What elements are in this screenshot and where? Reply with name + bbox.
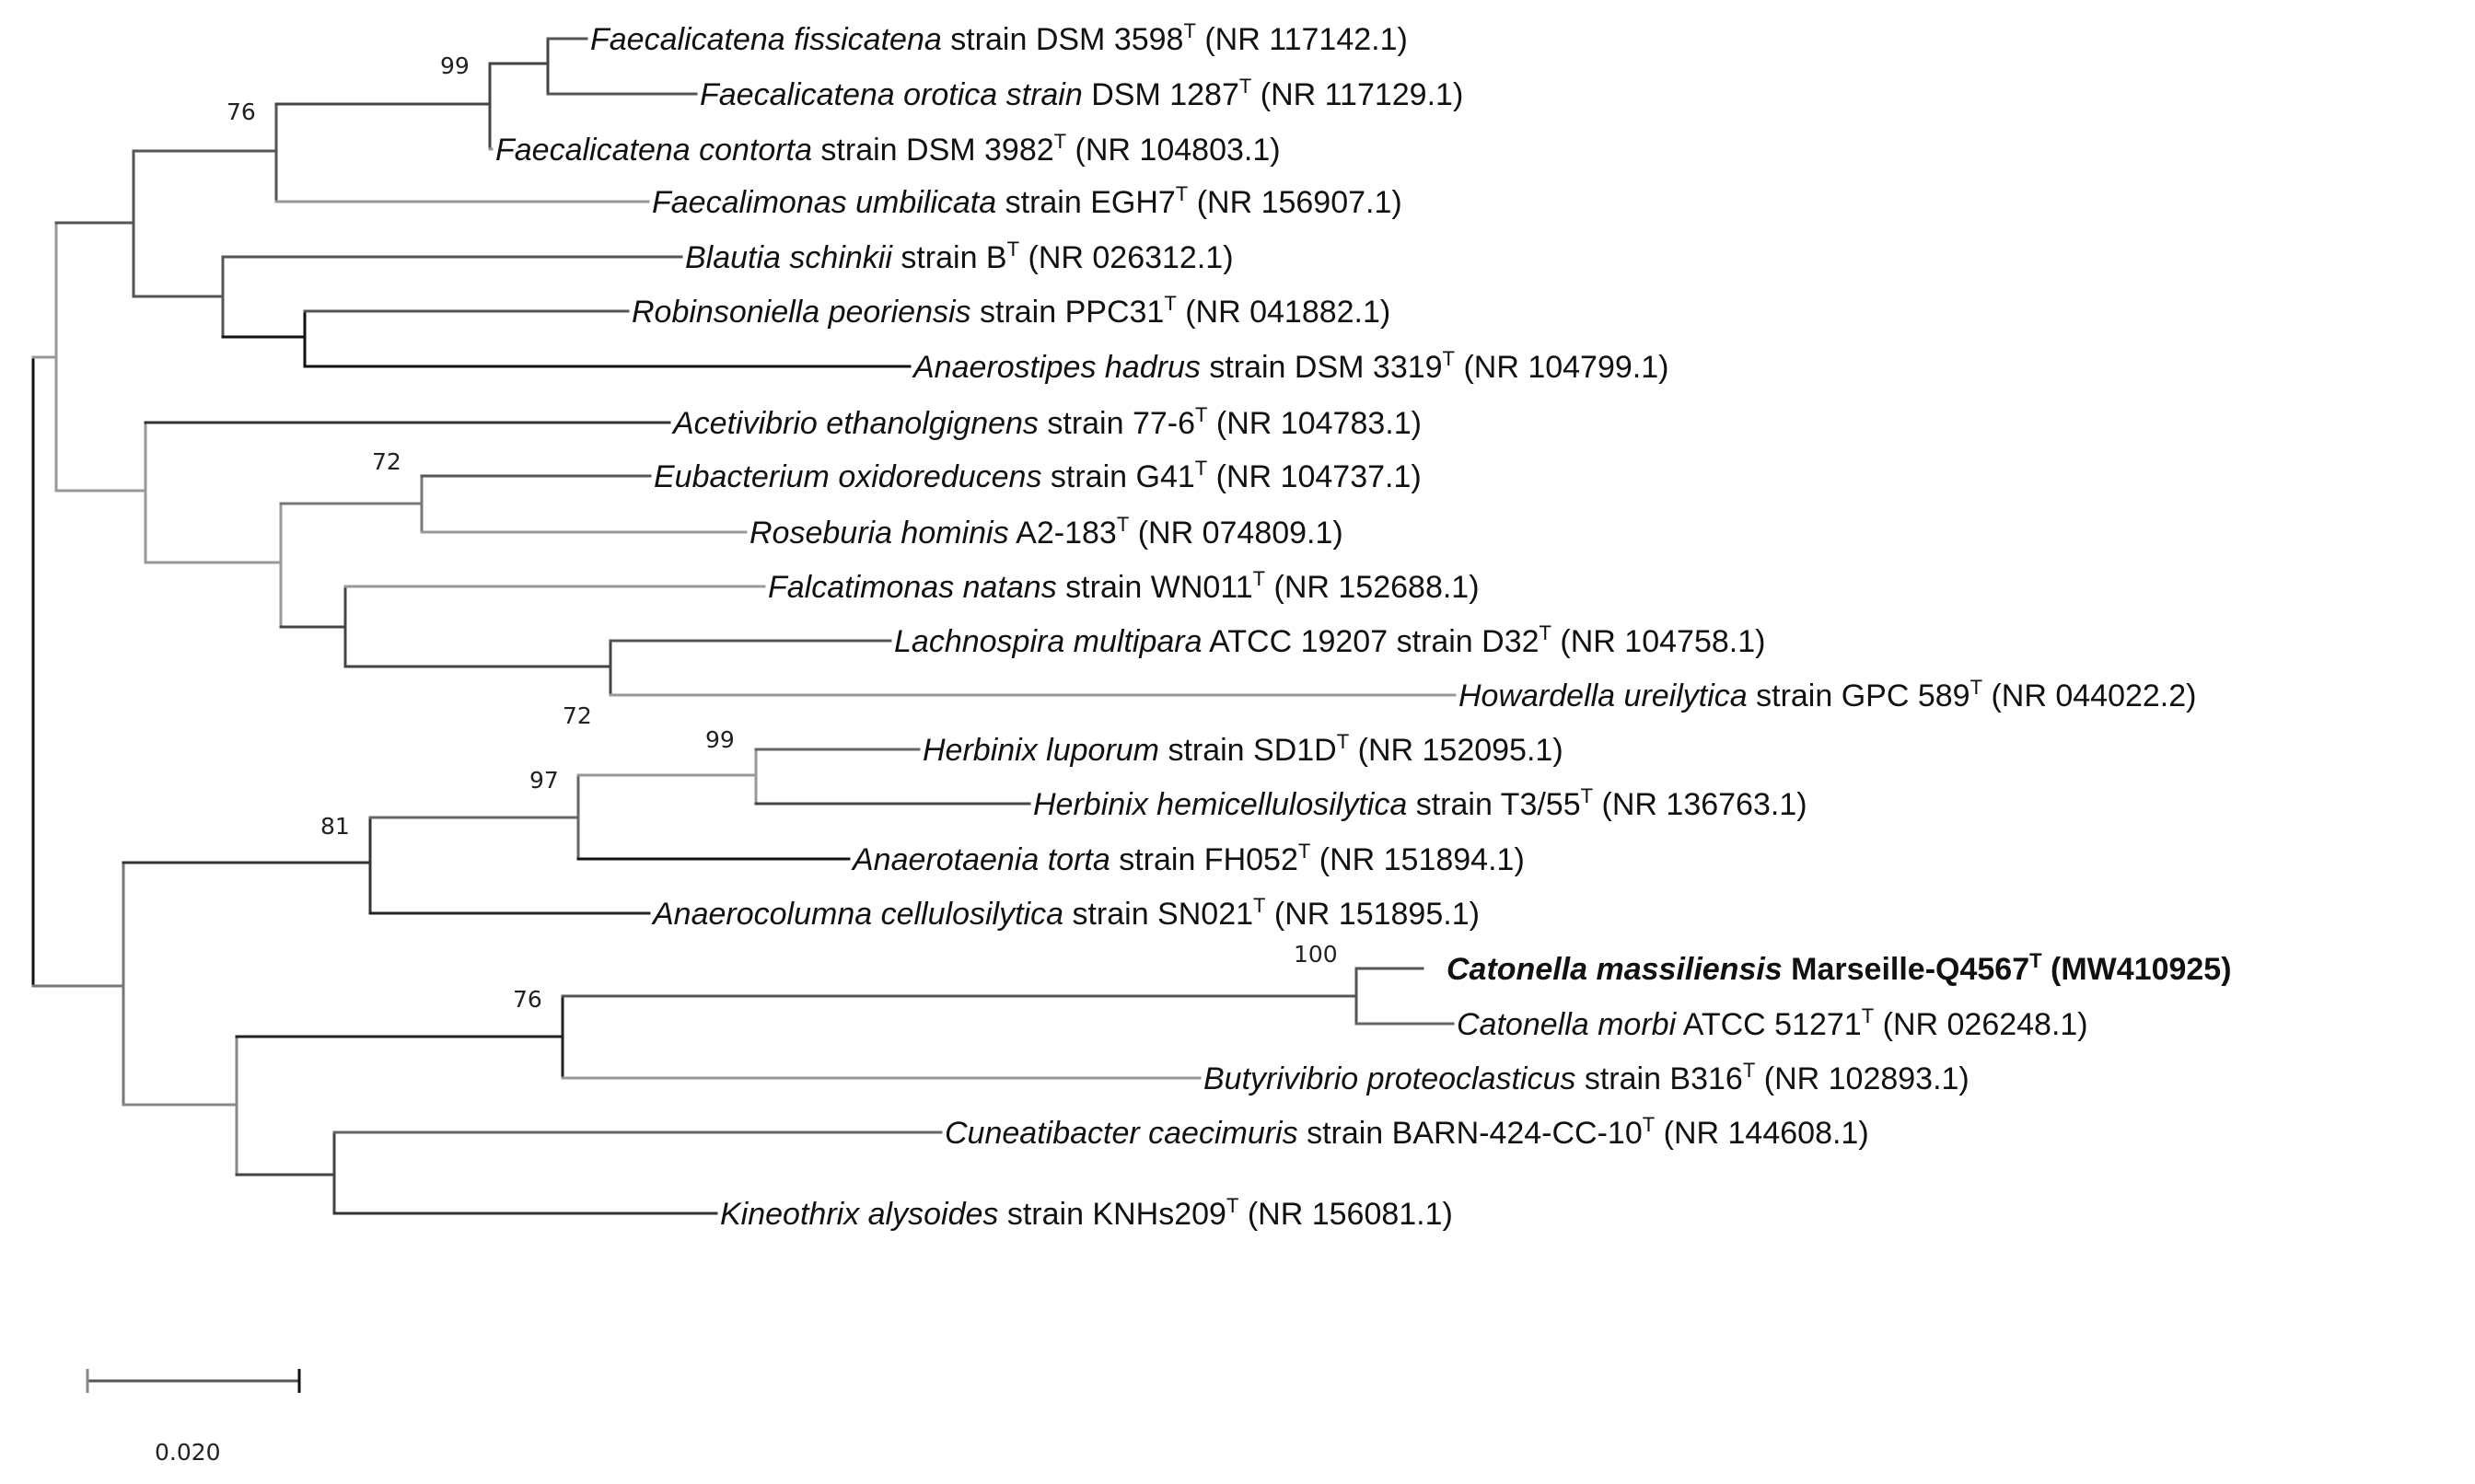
strain-name: strain T3/55 xyxy=(1407,787,1581,822)
species-name: Kineothrix alysoides xyxy=(720,1197,999,1232)
tip-label xyxy=(923,730,1563,768)
accession-number: (NR 117129.1) xyxy=(1251,77,1464,112)
type-strain-superscript: T xyxy=(1164,292,1177,315)
bootstrap-value: 76 xyxy=(513,986,542,1013)
type-strain-superscript: T xyxy=(1861,1004,1875,1027)
type-strain-superscript: T xyxy=(1195,403,1208,426)
accession-number: (NR 104737.1) xyxy=(1207,459,1422,494)
tip-label xyxy=(700,75,1463,112)
tip-label xyxy=(495,130,1281,168)
accession-number: (NR 151895.1) xyxy=(1265,897,1480,932)
bootstrap-value: 76 xyxy=(227,99,256,125)
strain-name: ATCC 19207 strain D32 xyxy=(1202,624,1540,659)
species-name: Catonella morbi xyxy=(1457,1007,1677,1042)
accession-number: (NR 152688.1) xyxy=(1265,570,1480,605)
strain-name: strain DSM 3319 xyxy=(1200,350,1443,385)
accession-number: (NR 156081.1) xyxy=(1238,1197,1453,1232)
tip-label xyxy=(945,1113,1869,1151)
species-name: Roseburia hominis xyxy=(749,516,1009,551)
strain-name: ATCC 51271 xyxy=(1676,1007,1862,1042)
type-strain-superscript: T xyxy=(1053,130,1067,153)
scale-bar-label: 0.020 xyxy=(155,1439,221,1466)
accession-number: (NR 074809.1) xyxy=(1129,516,1343,551)
strain-name: strain SN021 xyxy=(1063,897,1254,932)
accession-number: (NR 041882.1) xyxy=(1176,295,1391,330)
tip-label xyxy=(1447,949,2232,987)
strain-name: strain G41 xyxy=(1041,459,1195,494)
strain-name: strain FH052 xyxy=(1110,842,1298,877)
type-strain-superscript: T xyxy=(1442,347,1455,370)
species-name: Blautia schinkii xyxy=(685,240,892,275)
strain-name: strain KNHs209 xyxy=(998,1197,1226,1232)
type-strain-superscript: T xyxy=(1970,676,1983,699)
tip-label xyxy=(894,621,1765,659)
type-strain-superscript: T xyxy=(1539,621,1551,644)
type-strain-superscript: T xyxy=(1183,19,1196,42)
species-name: Anaerocolumna cellulosilytica xyxy=(653,897,1064,932)
strain-name: strain B xyxy=(891,240,1007,275)
species-name: Acetivibrio ethanolgignens xyxy=(673,406,1039,441)
strain-name: strain B316 xyxy=(1575,1061,1743,1096)
strain-name: strain DSM 3598 xyxy=(941,22,1184,57)
species-name: Anaerostipes hadrus xyxy=(913,350,1201,385)
tip-label xyxy=(632,292,1390,330)
species-name: Falcatimonas natans xyxy=(768,570,1057,605)
tip-label xyxy=(851,840,1525,877)
strain-name: strain 77-6 xyxy=(1038,406,1196,441)
strain-name: strain WN011 xyxy=(1056,570,1253,605)
species-name: Herbinix hemicellulosilytica xyxy=(1033,787,1408,822)
type-strain-superscript: T xyxy=(1580,784,1594,807)
accession-number: (NR 117142.1) xyxy=(1195,22,1408,57)
species-name: Lachnospira multipara xyxy=(894,624,1203,659)
species-name: Howardella ureilytica xyxy=(1458,678,1748,713)
accession-number: (NR 152095.1) xyxy=(1349,733,1563,768)
type-strain-superscript: T xyxy=(1116,513,1130,536)
type-strain-superscript: T xyxy=(1742,1059,1756,1082)
accession-number: (MW410925) xyxy=(2041,952,2232,987)
species-name: Faecalicatena fissicatena xyxy=(590,22,942,57)
accession-number: (NR 104799.1) xyxy=(1455,350,1669,385)
accession-number: (NR 156907.1) xyxy=(1188,185,1402,220)
accession-number: (NR 104803.1) xyxy=(1066,133,1281,168)
tip-label xyxy=(912,347,1668,385)
strain-name: DSM 1287 xyxy=(1082,77,1239,112)
type-strain-superscript: T xyxy=(1297,840,1311,863)
tip-label xyxy=(651,894,1480,932)
tip-label xyxy=(671,403,1422,441)
type-strain-superscript: T xyxy=(1226,1194,1239,1217)
species-name: Butyrivibrio proteoclasticus xyxy=(1203,1061,1576,1096)
strain-name: strain GPC 589 xyxy=(1747,678,1970,713)
bootstrap-value: 99 xyxy=(705,726,735,753)
accession-number: (NR 151894.1) xyxy=(1310,842,1525,877)
strain-name: strain PPC31 xyxy=(970,295,1165,330)
type-strain-superscript: T xyxy=(1238,75,1252,98)
type-strain-superscript: T xyxy=(1252,567,1266,590)
tip-label xyxy=(1458,676,2197,713)
accession-number: (NR 136763.1) xyxy=(1593,787,1807,822)
strain-name: strain BARN-424-CC-10 xyxy=(1297,1116,1643,1151)
strain-name: strain SD1D xyxy=(1159,733,1337,768)
bootstrap-value: 100 xyxy=(1294,941,1338,968)
bootstrap-value: 99 xyxy=(440,52,470,79)
bootstrap-value: 72 xyxy=(372,448,401,475)
tip-label xyxy=(749,513,1343,551)
tip-label xyxy=(1457,1004,2088,1042)
species-name: Faecalimonas umbilicata xyxy=(652,185,997,220)
species-name: Anaerotaenia torta xyxy=(853,842,1110,877)
accession-number: (NR 044022.2) xyxy=(1982,678,2197,713)
tip-label xyxy=(1033,784,1807,822)
accession-number: (NR 144608.1) xyxy=(1655,1116,1869,1151)
tip-label xyxy=(590,19,1408,57)
accession-number: (NR 104783.1) xyxy=(1207,406,1422,441)
type-strain-superscript: T xyxy=(1642,1113,1656,1136)
species-name: Cuneatibacter caecimuris xyxy=(945,1116,1298,1151)
type-strain-superscript: T xyxy=(1253,894,1266,917)
accession-number: (NR 026248.1) xyxy=(1874,1007,2088,1042)
tip-labels xyxy=(495,19,2232,1232)
tip-label xyxy=(1203,1059,1970,1096)
strain-name: strain DSM 3982 xyxy=(811,133,1054,168)
species-name: Herbinix luporum xyxy=(923,733,1159,768)
type-strain-superscript: T xyxy=(1194,457,1208,480)
accession-number: (NR 026312.1) xyxy=(1019,240,1234,275)
tip-label xyxy=(720,1194,1453,1232)
tip-label xyxy=(685,238,1234,275)
type-strain-superscript: T xyxy=(1336,730,1350,753)
bootstrap-value: 72 xyxy=(563,702,592,729)
strain-name: strain EGH7 xyxy=(996,185,1176,220)
species-name: Faecalicatena contorta xyxy=(495,133,812,168)
accession-number: (NR 102893.1) xyxy=(1755,1061,1970,1096)
scale-bar xyxy=(87,1369,299,1466)
species-name: Eubacterium oxidoreducens xyxy=(654,459,1042,494)
bootstrap-value: 97 xyxy=(529,767,559,794)
species-name: Faecalicatena orotica strain xyxy=(700,77,1083,112)
bootstrap-value: 81 xyxy=(320,813,350,840)
type-strain-superscript: T xyxy=(1175,182,1189,205)
tip-label xyxy=(652,182,1402,220)
species-name: Catonella massiliensis xyxy=(1447,952,1783,987)
strain-name: A2-183 xyxy=(1008,516,1117,551)
tip-label xyxy=(768,567,1480,605)
accession-number: (NR 104758.1) xyxy=(1551,624,1766,659)
tip-label xyxy=(654,457,1422,494)
type-strain-superscript: T xyxy=(1006,238,1020,261)
type-strain-superscript: T xyxy=(2029,949,2042,972)
species-name: Robinsoniella peoriensis xyxy=(632,295,971,330)
strain-name: Marseille-Q4567 xyxy=(1782,952,2030,987)
